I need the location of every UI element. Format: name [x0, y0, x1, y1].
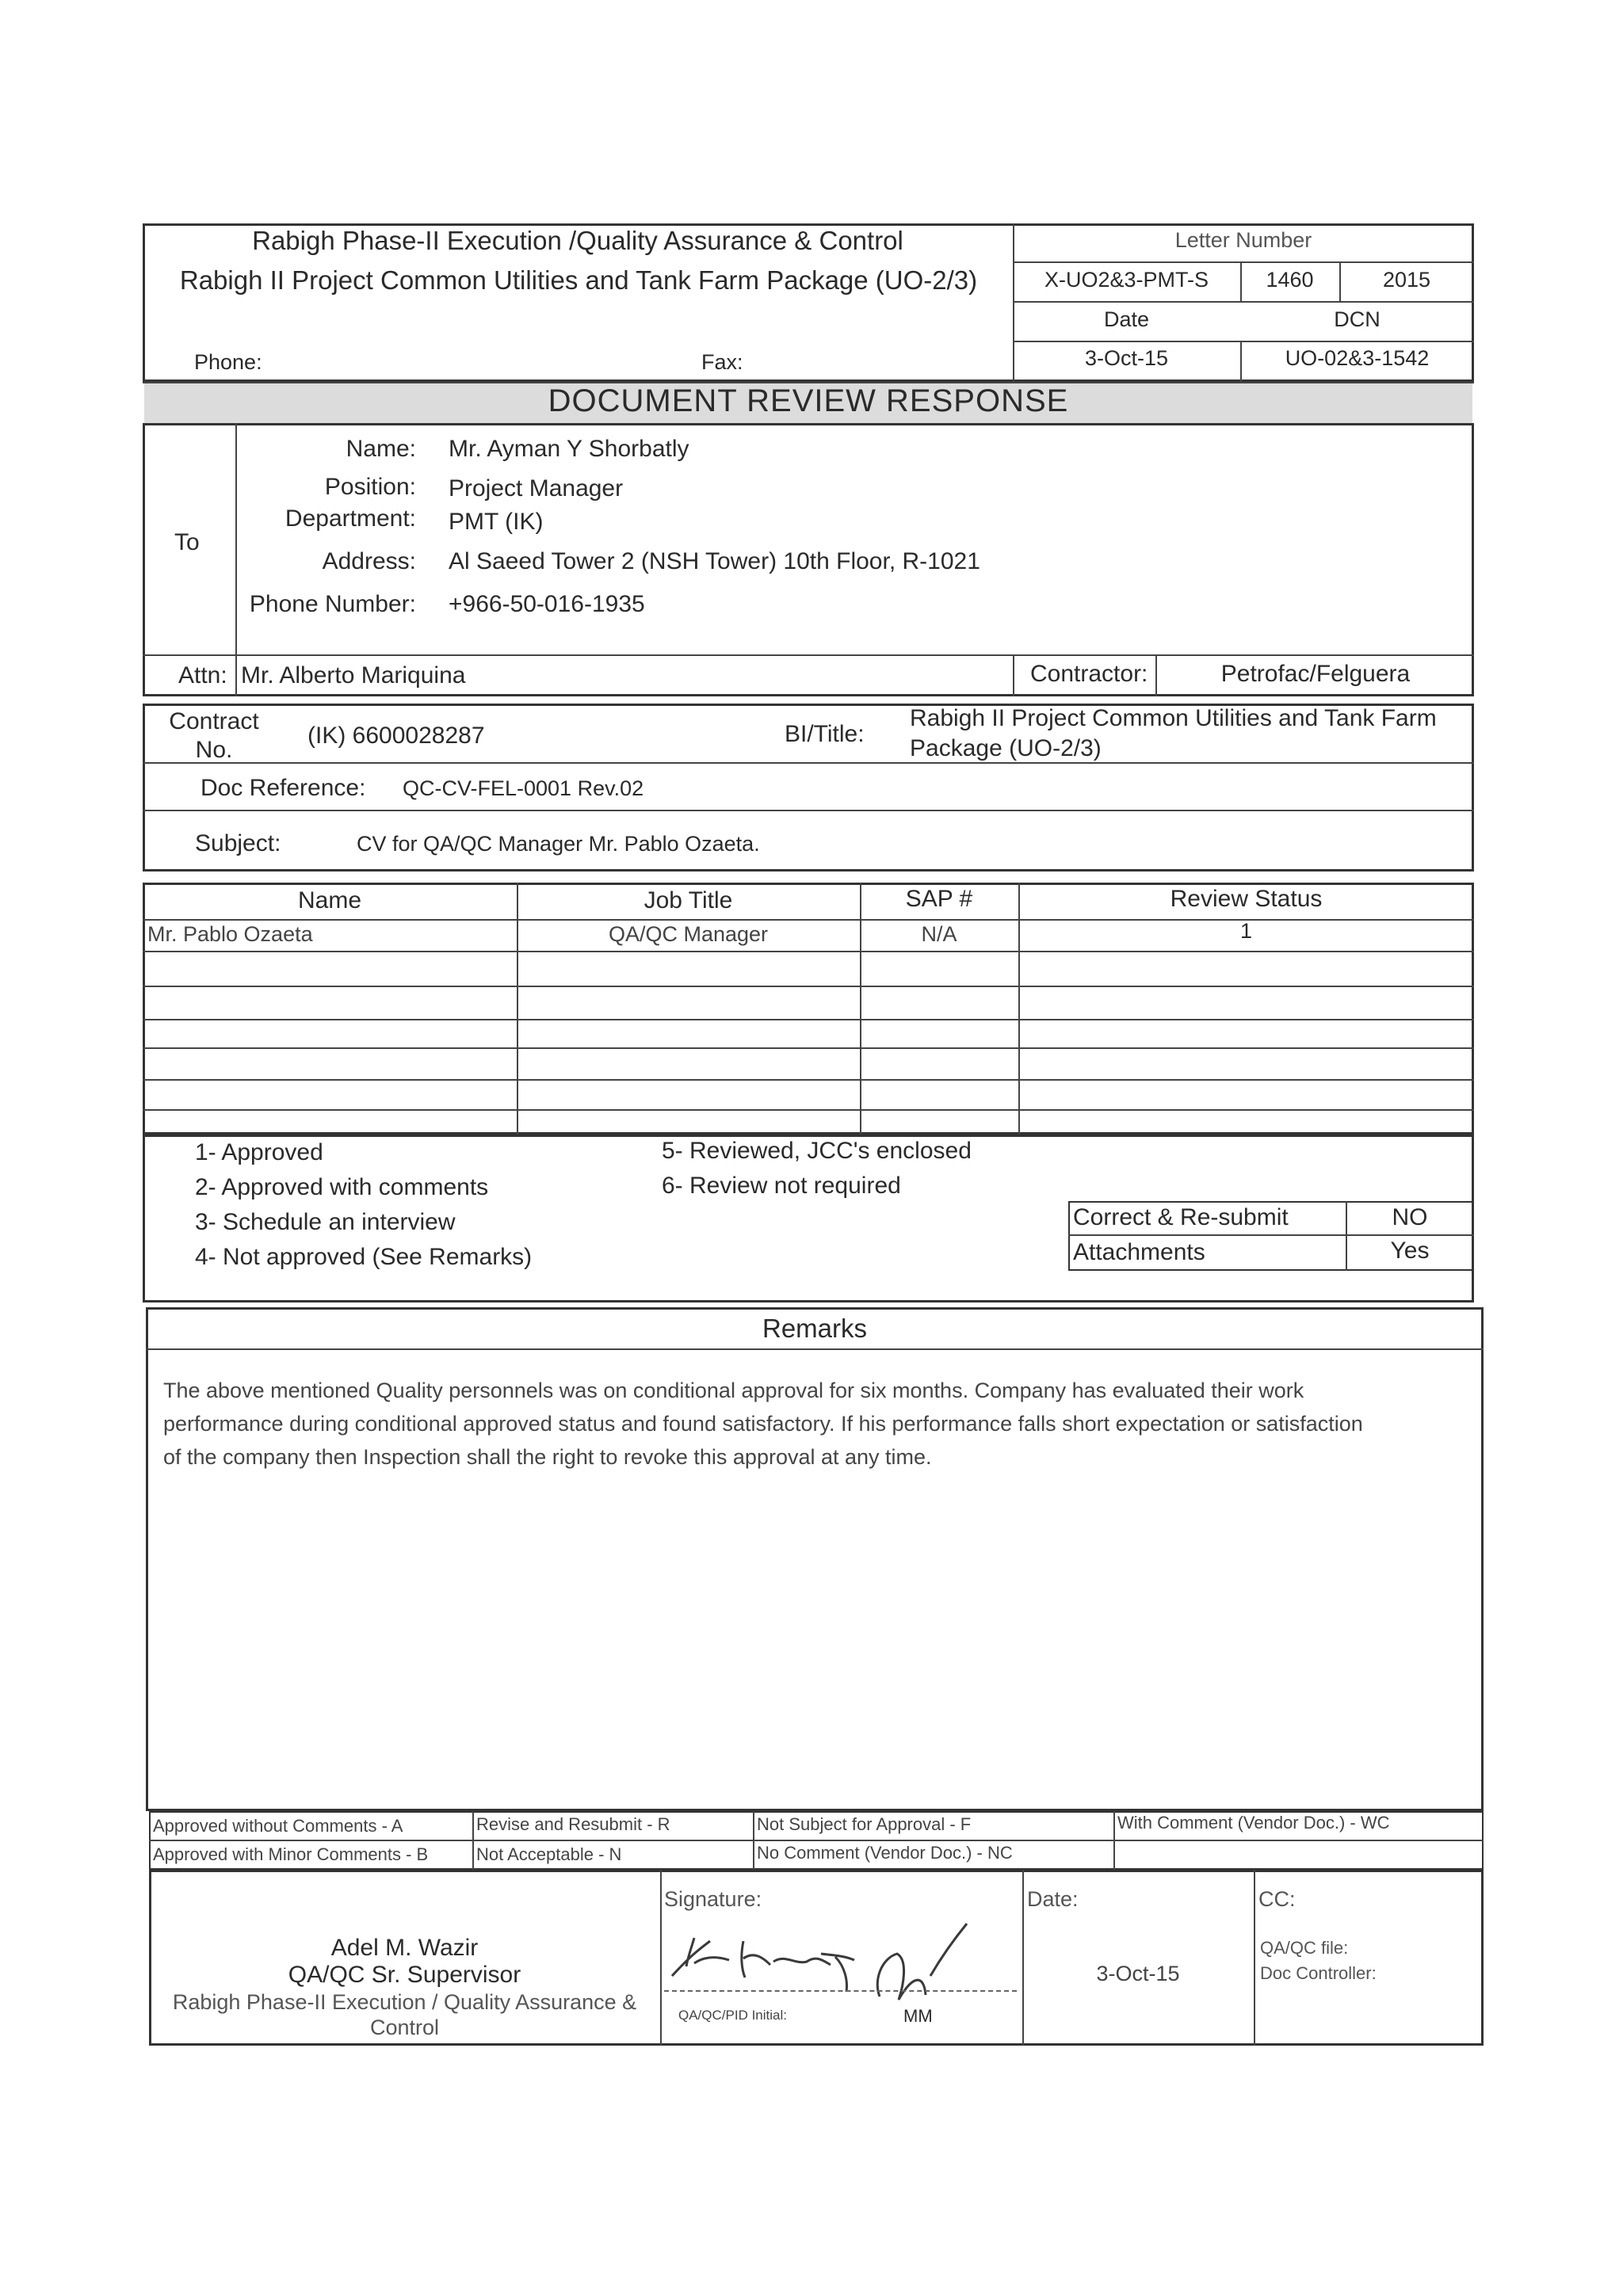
project-line: Rabigh II Project Common Utilities and Tank Farm Package (UO-2/3): [179, 265, 978, 295]
address-value: Al Saeed Tower 2 (NSH Tower) 10th Floor, R-1021: [449, 548, 980, 574]
cell-name: Mr. Pablo Ozaeta: [147, 922, 313, 946]
department-label: Department:: [285, 505, 416, 532]
doc-reference-label: Doc Reference:: [200, 775, 366, 801]
address-label: Address:: [322, 548, 416, 574]
initial-label: QA/QC/PID Initial:: [678, 2008, 787, 2023]
code-r: Revise and Resubmit - R: [476, 1814, 670, 1834]
attn-label: Attn:: [178, 662, 227, 688]
signoff-org-line-1: Rabigh Phase-II Execution / Quality Assurance &: [172, 1990, 637, 2014]
legend-not-approved: 4- Not approved (See Remarks): [195, 1244, 533, 1270]
contract-value: (IK) 6600028287: [307, 723, 485, 749]
date-label: Date: [1103, 307, 1150, 331]
remarks-line-2: performance during conditional approved status and found satisfactory. If his performance falls short expectation or satisfaction: [163, 1412, 1363, 1436]
correct-resubmit-label: Correct & Re-submit: [1073, 1204, 1289, 1230]
letter-number-year: 2015: [1382, 268, 1431, 292]
date-value: 3-Oct-15: [1084, 346, 1169, 370]
position-value: Project Manager: [449, 475, 624, 502]
col-header-job-title: Job Title: [643, 887, 733, 913]
initial-value: MM: [903, 2006, 933, 2026]
contract-label-line1: Contract: [169, 708, 259, 734]
cc-label: CC:: [1258, 1887, 1296, 1911]
legend-reviewed-jcc: 5- Reviewed, JCC's enclosed: [662, 1138, 972, 1164]
dcn-value: UO-02&3-1542: [1285, 346, 1430, 370]
col-header-name: Name: [297, 887, 362, 913]
col-header-sap: SAP #: [905, 886, 973, 912]
contractor-label: Contractor:: [1030, 661, 1148, 687]
code-f: Not Subject for Approval - F: [757, 1814, 972, 1834]
legend-approved-with-comments: 2- Approved with comments: [195, 1174, 489, 1200]
legend-review-not-required: 6- Review not required: [662, 1173, 901, 1199]
subject-label: Subject:: [195, 830, 281, 856]
name-label: Name:: [346, 436, 416, 462]
org-line: Rabigh Phase-II Execution /Quality Assurance & Control: [252, 226, 903, 255]
letter-number-prefix: X-UO2&3-PMT-S: [1044, 268, 1209, 292]
remarks-line-3: of the company then Inspection shall the right to revoke this approval at any time.: [163, 1445, 932, 1469]
department-value: PMT (IK): [449, 509, 544, 535]
bi-title-label: BI/Title:: [785, 721, 865, 747]
correct-resubmit-value: NO: [1392, 1204, 1428, 1230]
phone-number-value: +966-50-016-1935: [449, 591, 645, 617]
code-b: Approved with Minor Comments - B: [153, 1844, 429, 1864]
code-n: Not Acceptable - N: [476, 1844, 622, 1864]
phone-label: Phone:: [194, 350, 262, 374]
bi-title-value: Rabigh II Project Common Utilities and Tank Farm Package (UO-2/3): [910, 705, 1437, 761]
name-value: Mr. Ayman Y Shorbatly: [449, 436, 689, 462]
legend-approved: 1- Approved: [195, 1139, 323, 1165]
letter-number-label: Letter Number: [1174, 228, 1312, 252]
attachments-label: Attachments: [1073, 1239, 1205, 1265]
contract-label-line2: No.: [195, 737, 233, 763]
cc-line-1: QA/QC file:: [1260, 1938, 1349, 1958]
remarks-heading: Remarks: [762, 1314, 868, 1343]
code-nc: No Comment (Vendor Doc.) - NC: [757, 1843, 1013, 1863]
cell-review-status: 1: [1239, 919, 1253, 943]
col-header-review-status: Review Status: [1170, 886, 1323, 912]
cell-sap: N/A: [921, 922, 957, 946]
doc-reference-value: QC-CV-FEL-0001 Rev.02: [403, 776, 644, 800]
letter-number-seq: 1460: [1266, 268, 1314, 292]
signoff-date-label: Date:: [1027, 1887, 1079, 1911]
signoff-date-value: 3-Oct-15: [1096, 1962, 1180, 1985]
legend-schedule-interview: 3- Schedule an interview: [195, 1209, 456, 1235]
phone-number-label: Phone Number:: [249, 591, 416, 617]
subject-value: CV for QA/QC Manager Mr. Pablo Ozaeta.: [357, 832, 760, 856]
fax-label: Fax:: [701, 350, 743, 374]
attn-value: Mr. Alberto Mariquina: [241, 662, 466, 688]
position-label: Position:: [324, 474, 416, 500]
cell-job-title: QA/QC Manager: [608, 922, 769, 946]
signoff-role: QA/QC Sr. Supervisor: [288, 1962, 521, 1988]
code-wc: With Comment (Vendor Doc.) - WC: [1117, 1813, 1390, 1833]
dcn-label: DCN: [1334, 307, 1381, 331]
signature-label: Signature:: [664, 1887, 762, 1911]
signoff-org-line-2: Control: [369, 2016, 440, 2039]
attachments-value: Yes: [1390, 1238, 1430, 1264]
contractor-value: Petrofac/Felguera: [1220, 661, 1411, 687]
signoff-name: Adel M. Wazir: [330, 1935, 479, 1961]
page-title: DOCUMENT REVIEW RESPONSE: [548, 383, 1069, 418]
remarks-line-1: The above mentioned Quality personnels was on conditional approval for six months. Company has evaluated their work: [163, 1379, 1304, 1402]
cc-line-2: Doc Controller:: [1260, 1963, 1377, 1983]
to-label: To: [174, 529, 200, 555]
code-a: Approved without Comments - A: [153, 1816, 403, 1836]
